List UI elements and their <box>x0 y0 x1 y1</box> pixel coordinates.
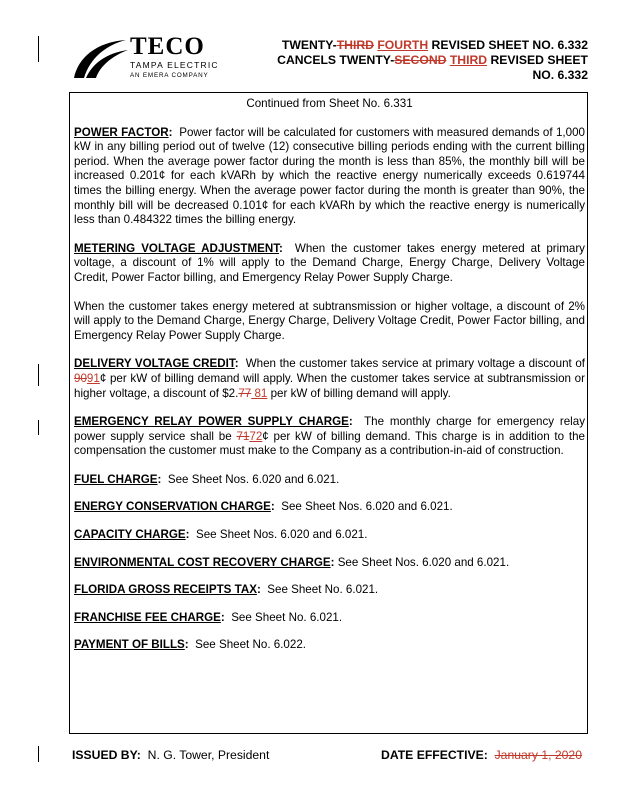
header-line-1: TWENTY-THIRD FOURTH REVISED SHEET NO. 6.332 <box>281 38 588 52</box>
metering-section: METERING VOLTAGE ADJUSTMENT: When the customer takes energy metered at primary voltage, a discount of 1% will apply to the Demand Charge, Energy Charge, Delivery Voltage Credit, Power Factor billing, and Emergency Relay Power Supply Charge. <box>74 241 585 284</box>
change-bar-footer <box>38 746 39 762</box>
change-bar-emergency <box>38 420 39 435</box>
deleted-text: January 1, 2020 <box>494 748 582 762</box>
section-heading: EMERGENCY RELAY POWER SUPPLY CHARGE <box>74 415 349 429</box>
content-box <box>69 92 588 734</box>
company-logo <box>72 34 252 84</box>
section-heading: FUEL CHARGE <box>74 472 158 486</box>
change-bar-delivery <box>38 364 39 386</box>
environmental-section: ENVIRONMENTAL COST RECOVERY CHARGE: See Sheet Nos. 6.020 and 6.021. <box>74 555 510 569</box>
payment-section: PAYMENT OF BILLS: See Sheet No. 6.022. <box>74 638 306 652</box>
inserted-text: 81 <box>251 386 268 400</box>
section-heading: ENERGY CONSERVATION CHARGE <box>74 500 271 514</box>
logo-subtitle: TAMPA ELECTRIC <box>130 60 219 70</box>
section-heading: PAYMENT OF BILLS <box>74 638 185 652</box>
logo-wordmark: TECO <box>130 33 205 60</box>
logo-tagline: AN EMERA COMPANY <box>130 72 209 79</box>
change-bar-header <box>38 36 39 62</box>
capacity-charge-section: CAPACITY CHARGE: See Sheet Nos. 6.020 and 6.021. <box>74 528 368 542</box>
deleted-text: 77 <box>238 386 252 400</box>
inserted-text: FOURTH <box>377 38 429 52</box>
inserted-text: 72 <box>249 429 263 443</box>
section-heading: ENVIRONMENTAL COST RECOVERY CHARGE <box>74 555 331 569</box>
sheet-body <box>74 97 585 666</box>
section-heading: POWER FACTOR <box>74 125 169 139</box>
section-heading: FRANCHISE FEE CHARGE <box>74 610 221 624</box>
section-heading: DELIVERY VOLTAGE CREDIT <box>74 357 235 371</box>
emergency-relay-section: EMERGENCY RELAY POWER SUPPLY CHARGE: The monthly charge for emergency relay power supply service shall be 7172¢ per kW of billing demand. This charge is in addition to the compensation the customer must make to the Company as a contribution-in-aid of construction. <box>74 415 586 458</box>
gross-receipts-section: FLORIDA GROSS RECEIPTS TAX: See Sheet No. 6.021. <box>74 583 379 597</box>
fuel-charge-section: FUEL CHARGE: See Sheet Nos. 6.020 and 6.021. <box>74 472 340 486</box>
section-heading: METERING VOLTAGE ADJUSTMENT <box>74 241 280 255</box>
deleted-text: 71 <box>236 429 250 443</box>
power-factor-section: POWER FACTOR: Power factor will be calculated for customers with measured demands of 1,000 kW in any billing period out of twelve (12) consecutive billing periods ending with the current billing period. When the average power factor during the month is less than 85%, the monthly bill will be increased 0.201¢ for each kVARh by which the reactive energy numerically exceeds 0.619744 times the billing energy. When the average power factor during the month is greater than 90%, the monthly bill will be decreased 0.101¢ for each kVARh by which the reactive energy is numerically less than 0.484322 times the billing energy. <box>74 125 585 227</box>
continued-note: Continued from Sheet No. 6.331 <box>246 97 413 110</box>
header-line-3: NO. 6.332 <box>532 68 588 82</box>
section-heading: CAPACITY CHARGE <box>74 528 186 542</box>
deleted-text: SECOND <box>394 53 447 67</box>
delivery-credit-section: DELIVERY VOLTAGE CREDIT: When the customer takes service at primary voltage a discount of 9091¢ per kW of billing demand will apply. When the customer takes service at subtransmission or higher voltage, a discount of $2.77 81 per kW of billing demand will apply. <box>74 357 585 400</box>
metering-section-2: When the customer takes energy metered at subtransmission or higher voltage, a discount of 2% will apply to the Demand Charge, Energy Charge, Delivery Voltage Credit, Power Factor billing, and Emergency Relay Power Supply Charge. <box>74 299 585 342</box>
deleted-text: THIRD <box>336 38 374 52</box>
header-line-2: CANCELS TWENTY-SECOND THIRD REVISED SHEET <box>277 53 588 67</box>
franchise-fee-section: FRANCHISE FEE CHARGE: See Sheet No. 6.021. <box>74 610 343 624</box>
sheet-header <box>258 38 588 83</box>
deleted-text: 90 <box>74 371 87 385</box>
inserted-text: 91 <box>86 371 100 385</box>
issued-by: ISSUED BY: N. G. Tower, President <box>72 748 270 762</box>
inserted-text: THIRD <box>449 53 488 67</box>
section-heading: FLORIDA GROSS RECEIPTS TAX <box>74 583 257 597</box>
energy-conservation-section: ENERGY CONSERVATION CHARGE: See Sheet Nos. 6.020 and 6.021. <box>74 500 453 514</box>
swoosh-icon <box>72 36 130 82</box>
date-effective: DATE EFFECTIVE: January 1, 2020 <box>381 748 582 762</box>
